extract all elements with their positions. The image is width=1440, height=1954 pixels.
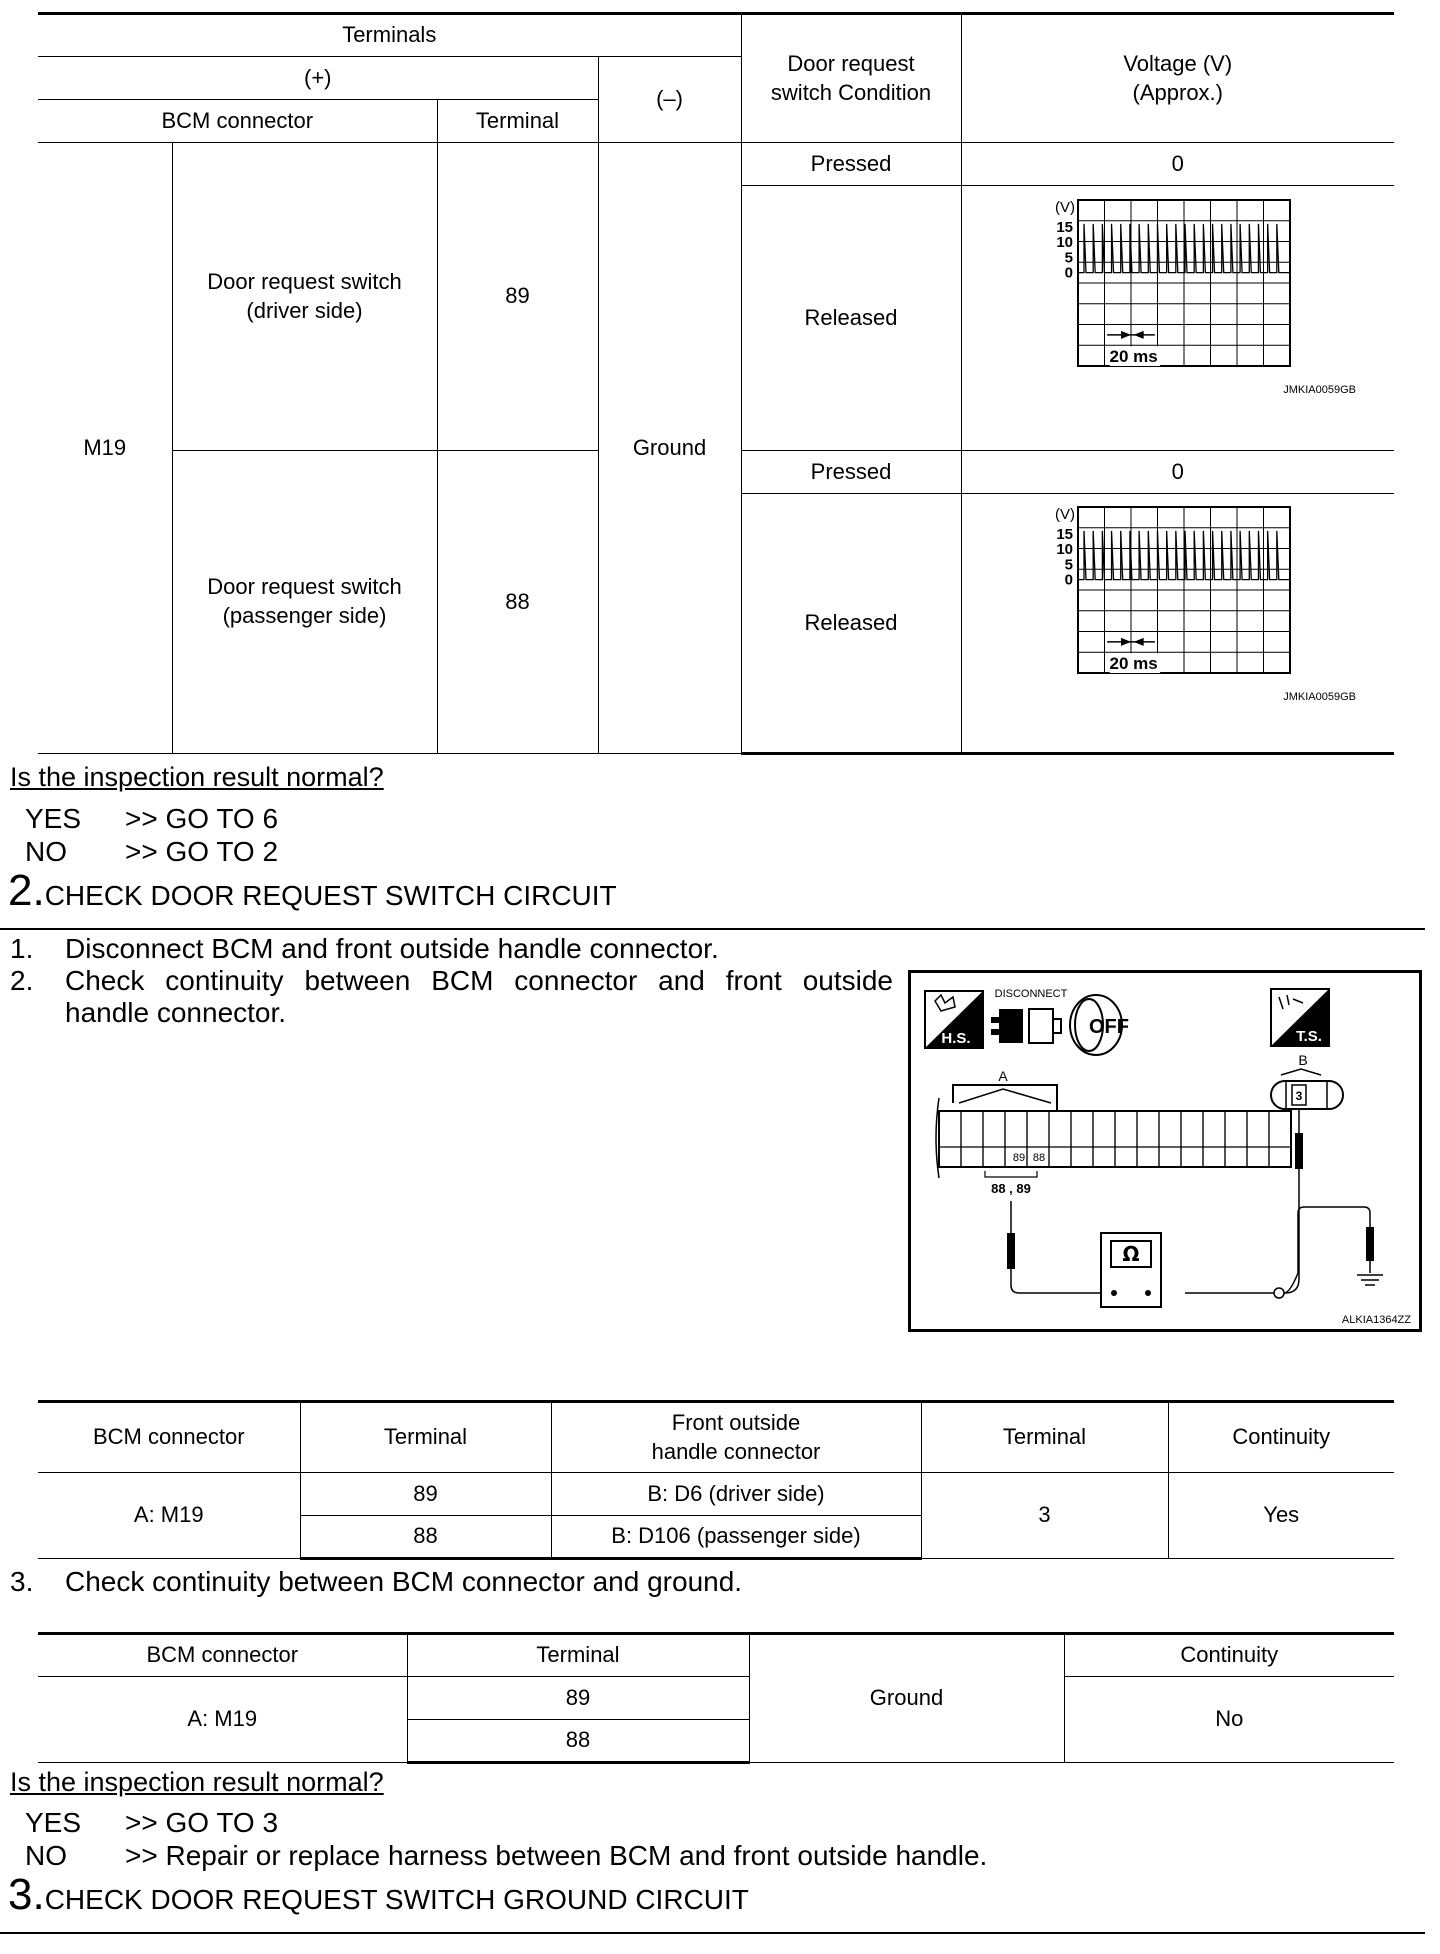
circuit-svg (911, 973, 1419, 1329)
header-bcm-connector: BCM connector (38, 1402, 300, 1473)
ts-label: T.S. (1296, 1028, 1322, 1045)
disconnect-label: DISCONNECT (994, 988, 1068, 1000)
yes-action: >> GO TO 3 (125, 1807, 279, 1838)
step-number: 3. (8, 1870, 45, 1919)
header-terminal: Terminal (437, 100, 598, 143)
timebase-label: 20 ms (1109, 654, 1158, 674)
axis-tick: 5 (1064, 249, 1073, 267)
waveform-cell (961, 494, 1394, 754)
axis-tick: 5 (1064, 556, 1073, 574)
handle-cell: B: D6 (driver side) (551, 1473, 921, 1516)
off-label: OFF (1089, 1016, 1129, 1038)
diagram-figure-id: ALKIA1364ZZ (1341, 1314, 1411, 1326)
no-action: >> GO TO 2 (125, 836, 279, 867)
header-terminals: Terminals (38, 14, 741, 57)
waveform-figure-id: JMKIA0059GB (1282, 383, 1356, 396)
header-bcm-connector: BCM connector (38, 1634, 407, 1677)
no-label: NO (25, 836, 67, 867)
terminal-cell: 89 (407, 1677, 749, 1720)
condition-released: Released (741, 186, 961, 451)
no-action: >> Repair or replace harness between BCM and front outside handle. (125, 1840, 988, 1871)
step-heading (8, 1870, 749, 1920)
connector-cell: A: M19 (38, 1473, 300, 1559)
list-number: 1. (10, 933, 34, 964)
condition-pressed: Pressed (741, 451, 961, 494)
inspection-question: Is the inspection result normal? (10, 1767, 384, 1797)
ohm-symbol: Ω (1122, 1242, 1140, 1266)
axis-unit: (V) (1054, 198, 1075, 216)
step-number: 2. (8, 866, 45, 915)
connector-a-label: A (998, 1068, 1008, 1084)
disconnect-icon (991, 988, 1068, 1043)
waveform-cell (961, 186, 1394, 451)
timebase-label: 20 ms (1109, 346, 1158, 366)
pin-89-label: 89 (1012, 1152, 1026, 1164)
hand-symbol-icon (925, 991, 983, 1048)
voltage-pressed: 0 (961, 451, 1394, 494)
header-handle-connector: Front outside handle connector (551, 1402, 921, 1473)
axis-tick: 15 (1055, 218, 1073, 236)
switch-passenger: Door request switch (passenger side) (172, 451, 437, 754)
waveform-figure-id: JMKIA0059GB (1282, 691, 1356, 704)
tester-symbol-icon (1271, 989, 1329, 1046)
connector-cell: M19 (38, 143, 172, 754)
pins-88-89-label: 88 , 89 (991, 1181, 1031, 1196)
continuity-cell: Yes (1168, 1473, 1394, 1559)
waveform-figure (966, 187, 1391, 442)
list-item: Check continuity between BCM connector and front outside handle connector. (65, 965, 893, 1029)
ignition-off-icon (1070, 995, 1129, 1055)
list-item: Disconnect BCM and front outside handle connector. (65, 933, 719, 964)
pin-88-label: 88 (1032, 1152, 1046, 1164)
yes-label: YES (25, 803, 82, 834)
ohmmeter-icon (1101, 1233, 1161, 1307)
step-title: CHECK DOOR REQUEST SWITCH GROUND CIRCUIT (44, 1884, 749, 1915)
yes-label: YES (25, 1807, 82, 1838)
axis-tick: 0 (1064, 264, 1073, 282)
list-number: 3. (10, 1566, 34, 1597)
header-terminal: Terminal (921, 1402, 1168, 1473)
inspection-question: Is the inspection result normal? (10, 762, 384, 792)
handle-cell: B: D106 (passenger side) (551, 1516, 921, 1559)
continuity-cell: No (1064, 1677, 1394, 1763)
axis-tick: 10 (1055, 233, 1073, 251)
axis-tick: 10 (1055, 541, 1073, 559)
section-divider (0, 1932, 1425, 1934)
terminal-89: 89 (437, 143, 598, 451)
header-plus: (+) (38, 57, 598, 100)
condition-released: Released (741, 494, 961, 754)
hs-label: H.S. (941, 1030, 971, 1047)
axis-tick: 0 (1064, 571, 1073, 589)
header-terminal: Terminal (300, 1402, 551, 1473)
circuit-diagram (908, 970, 1422, 1332)
header-continuity: Continuity (1064, 1634, 1394, 1677)
header-minus: (–) (598, 57, 741, 143)
no-label: NO (25, 1840, 67, 1871)
list-number: 2. (10, 965, 34, 996)
ground-cell: Ground (749, 1634, 1064, 1763)
terminal-cell: 89 (300, 1473, 551, 1516)
header-condition: Door request switch Condition (741, 14, 961, 143)
pin-3-label: 3 (1295, 1089, 1303, 1103)
switch-driver: Door request switch (driver side) (172, 143, 437, 451)
voltage-table (38, 12, 1394, 755)
terminal-cell: 88 (407, 1720, 749, 1763)
yes-action: >> GO TO 6 (125, 803, 279, 834)
handle-terminal-cell: 3 (921, 1473, 1168, 1559)
list-item: Check continuity between BCM connector and ground. (65, 1566, 743, 1597)
ground-cell: Ground (598, 143, 741, 754)
section-divider (0, 928, 1425, 930)
terminal-88: 88 (437, 451, 598, 754)
continuity-table (38, 1400, 1394, 1560)
header-continuity: Continuity (1168, 1402, 1394, 1473)
header-voltage: Voltage (V) (Approx.) (961, 14, 1394, 143)
voltage-pressed: 0 (961, 143, 1394, 186)
condition-pressed: Pressed (741, 143, 961, 186)
step-title: CHECK DOOR REQUEST SWITCH CIRCUIT (44, 880, 617, 911)
header-bcm-connector: BCM connector (38, 100, 437, 143)
axis-unit: (V) (1054, 506, 1075, 524)
axis-tick: 15 (1055, 526, 1073, 544)
terminal-cell: 88 (300, 1516, 551, 1559)
waveform-figure (966, 494, 1391, 744)
connector-cell: A: M19 (38, 1677, 407, 1763)
header-terminal: Terminal (407, 1634, 749, 1677)
ground-continuity-table (38, 1632, 1394, 1764)
connector-b-label: B (1298, 1052, 1308, 1068)
step-heading (8, 866, 617, 916)
